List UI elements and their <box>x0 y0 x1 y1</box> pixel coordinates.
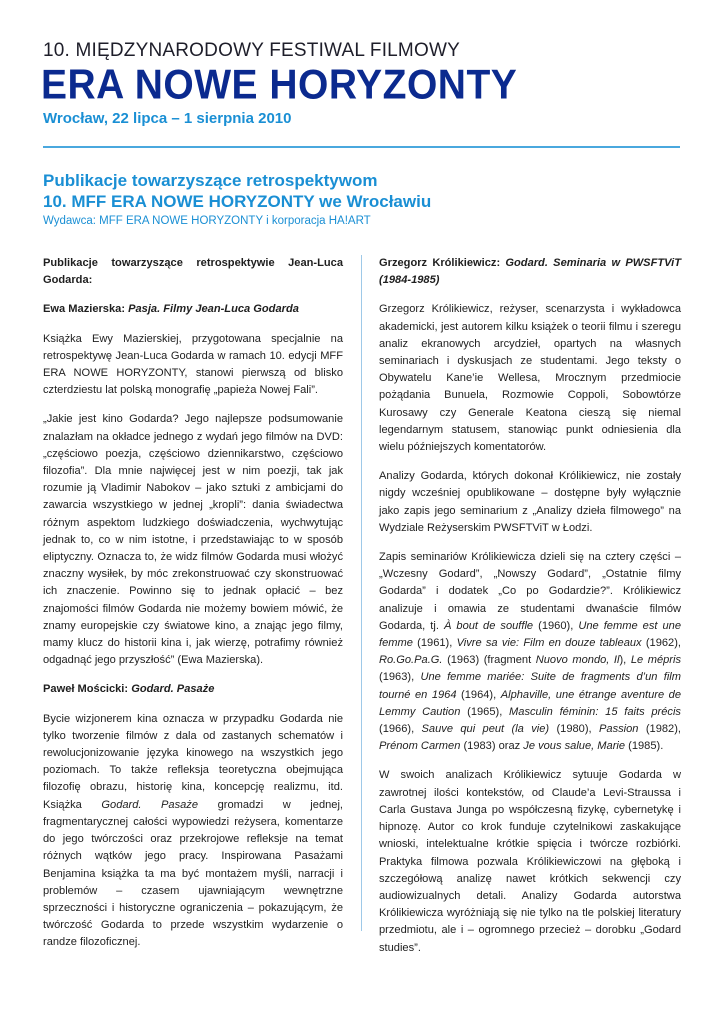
festival-title: ERA NOWE HORYZONTY <box>41 62 518 109</box>
book3-paragraph-3: Zapis seminariów Królikiewicza dzieli się na cztery części – „Wczesny Godard”, „Nowszy Godard”, „Ostatnie filmy Godarda” i dodatek „Co po Godardzie?”. Królikiewicz analizuje i omawia ze studentami dwanaście filmów Godarda, tj. À bout de souffle (1960), Une femme est une femme (1961), Vivre sa vie: Film en douze tableaux (1962), Ro.Go.Pa.G. (1963) (fragment Nuovo mondo, Il), Le mépris (1963), Une femme mariée: Suite de fragments d’un film tourné en 1964 (1964), Alphaville, une étrange aventure de Lemmy Caution (1965), Masculin féminin: 15 faits précis (1966), Sauve qui peut (la vie) (1980), Passion (1982), Prénom Carmen (1983) oraz Je vous salue, Marie (1985). <box>379 551 681 753</box>
book2-title-inline: Godard. Pasaże <box>101 798 199 811</box>
festival-kicker: 10. MIĘDZYNARODOWY FESTIWAL FILMOWY <box>43 40 460 61</box>
left-column <box>43 255 343 964</box>
book2-author: Paweł Mościcki: <box>43 683 129 696</box>
publisher-line: Wydawca: MFF ERA NOWE HORYZONTY i korporacja HA!ART <box>43 215 371 227</box>
film-title: Sauve qui peut (la vie) <box>421 723 550 736</box>
section-title <box>43 170 431 212</box>
book2-paragraph: Bycie wizjonerem kina oznacza w przypadku Godarda nie tylko tworzenie filmów z dala od zastanych schematów i rewolucjonizowanie języka kinowego na wszystkich jego poziomach. To także refleksja teoretyczna obejmująca filozofię obrazu, historię kina, koncepcję realizmu, itd. Książka Godard. Pasaże gromadzi w jednej, fragmentarycznej całości wypowiedzi reżysera, komentarze do jego twórczości oraz przekrojowe refleksje na temat różnych wątków jego pracy. Inspirowana Pasażami Benjamina książka ta ma być montażem myśli, narracji i problemów – czasem ujawniającym wewnętrzne sprzeczności i historyczne ograniczenia – pokazującym, że twórczość Godarda to przede wszystkim wydarzenie o randze filozoficznej. <box>43 712 343 949</box>
book2-title: Godard. Pasaże <box>131 683 215 696</box>
book1-paragraph-1: Książka Ewy Mazierskiej, przygotowana specjalnie na retrospektywę Jean-Luca Godarda w ramach 10. edycji MFF ERA NOWE HORYZONTY, stanowi pierwszą od blisko czterdziestu lat polską monografię „papieża Nowej Fali”. <box>43 332 343 397</box>
film-title: Le mépris <box>630 654 681 667</box>
column-divider <box>361 255 362 931</box>
film-title: Vivre sa vie: Film en douze tableaux <box>456 637 642 650</box>
book3-paragraph-4: W swoich analizach Królikiewicz sytuuje Godarda w zawrotnej ilości kontekstów, od Claude’a Levi-Straussa i Carla Gustava Junga po współczesną fizykę, cybernetykę i hipnozę. Autor co krok funduje czytelnikowi zaskakujące wnioski, intelektualne krótkie spięcia i twórcze rozbiórki. Praktyka filmowa pozwala Królikiewiczowi na głęboką i szczegółową analizę nawet krótkich sekwencji czy audiowizualnych detali. Analizy Godarda autorstwa Królikiewicza wyróżniają się nie tylko na tle polskiej literatury przedmiotu, ale i – ogromnego przecież – dorobku „Godard studies”. <box>379 769 681 954</box>
header-rule <box>43 146 680 148</box>
film-title: Masculin féminin: 15 faits précis <box>509 705 681 718</box>
book3-paragraph-1: Grzegorz Królikiewicz, reżyser, scenarzysta i wykładowca akademicki, jest autorem kilku książek o teorii filmu i szeregu analiz ekranowych arcydzieł, opartych na własnych seminariach i dyskusjach ze studentami. Jego teksty o Obywatelu Kane’ie Wellesa, Mrocznym przedmiocie pożądania Bunuela, Rozmowie Coppoli, Sobowtórze Kurosawy czy Generale Keatona cieszą się niemal legendarnym statusem, stanowiąc punkt odniesienia dla wielu późniejszych komentatorów. <box>379 303 681 454</box>
film-title: Nuovo mondo, Il <box>535 654 620 667</box>
book1-paragraph-2: „Jakie jest kino Godarda? Jego najlepsze podsumowanie znalazłam na okładce jednego z wydań jego filmów na DVD: „częściowo poezja, częściowo dziennikarstwo, częściowo filozofia”. Dla mnie najwięcej jest w nim poezji, tak jak rozumie ją Vladimir Nabokov – jako sztuki z ambicjami do zawarcia wszystkiego w jednej „kropli”: dania świadectwa różnym aspektom ludzkiego doświadczenia, wychwytując jednak to, co w nim istotne, i przedstawiając to w sposób eliptyczny. Oznacza to, że widz filmów Godarda musi włożyć znaczny wysiłek, by móc zrekonstruować czy skonstruować ich znaczenie. Powinno się to jednak opłacić – bez znajomości filmów Godarda nie możemy bowiem mówić, że znamy europejskie czy światowe kino, a znając jego filmy, mamy klucz do historii kina i, jak wierzę, potrafimy również odgadnąć jego przyszłość” (Ewa Mazierska). <box>43 413 343 667</box>
film-title: À bout de souffle <box>443 619 534 632</box>
film-title: Je vous salue, Marie <box>523 740 626 753</box>
right-column <box>379 255 681 969</box>
section-title-line-1: Publikacje towarzyszące retrospektywom <box>43 171 378 190</box>
film-title: Passion <box>599 723 639 736</box>
film-title: Ro.Go.Pa.G. <box>379 654 443 667</box>
film-title: Une femme mariée: Suite de fragments d’un film tourné en 1964 <box>379 671 681 701</box>
book3-heading <box>379 255 681 289</box>
book3-title: Godard. Seminaria w PWSFTViT (1984-1985) <box>379 257 681 287</box>
book1-heading <box>43 301 343 318</box>
film-title: Une femme est une femme <box>379 619 681 650</box>
book1-title: Pasja. Filmy Jean-Luca Godarda <box>128 303 299 316</box>
book1-author: Ewa Mazierska: <box>43 303 126 316</box>
book3-paragraph-2: Analizy Godarda, których dokonał Królikiewicz, nie zostały nigdy wcześniej opublikowane – dostępne były wyłącznie jako zapis jego seminarium z „Analizy dzieła filmowego” na Wydziale Reżyserskim PWSFTViT w Łodzi. <box>379 470 681 534</box>
left-heading: Publikacje towarzyszące retrospektywie Jean-Luca Godarda: <box>43 257 343 287</box>
film-title: Alphaville, une étrange aventure de Lemmy Caution <box>379 688 681 718</box>
book2-heading <box>43 681 343 698</box>
film-title: Prénom Carmen <box>379 740 461 753</box>
book3-author: Grzegorz Królikiewicz: <box>379 257 501 269</box>
festival-dates: Wrocław, 22 lipca – 1 sierpnia 2010 <box>43 110 292 127</box>
section-title-line-2: 10. MFF ERA NOWE HORYZONTY we Wrocławiu <box>43 192 432 211</box>
